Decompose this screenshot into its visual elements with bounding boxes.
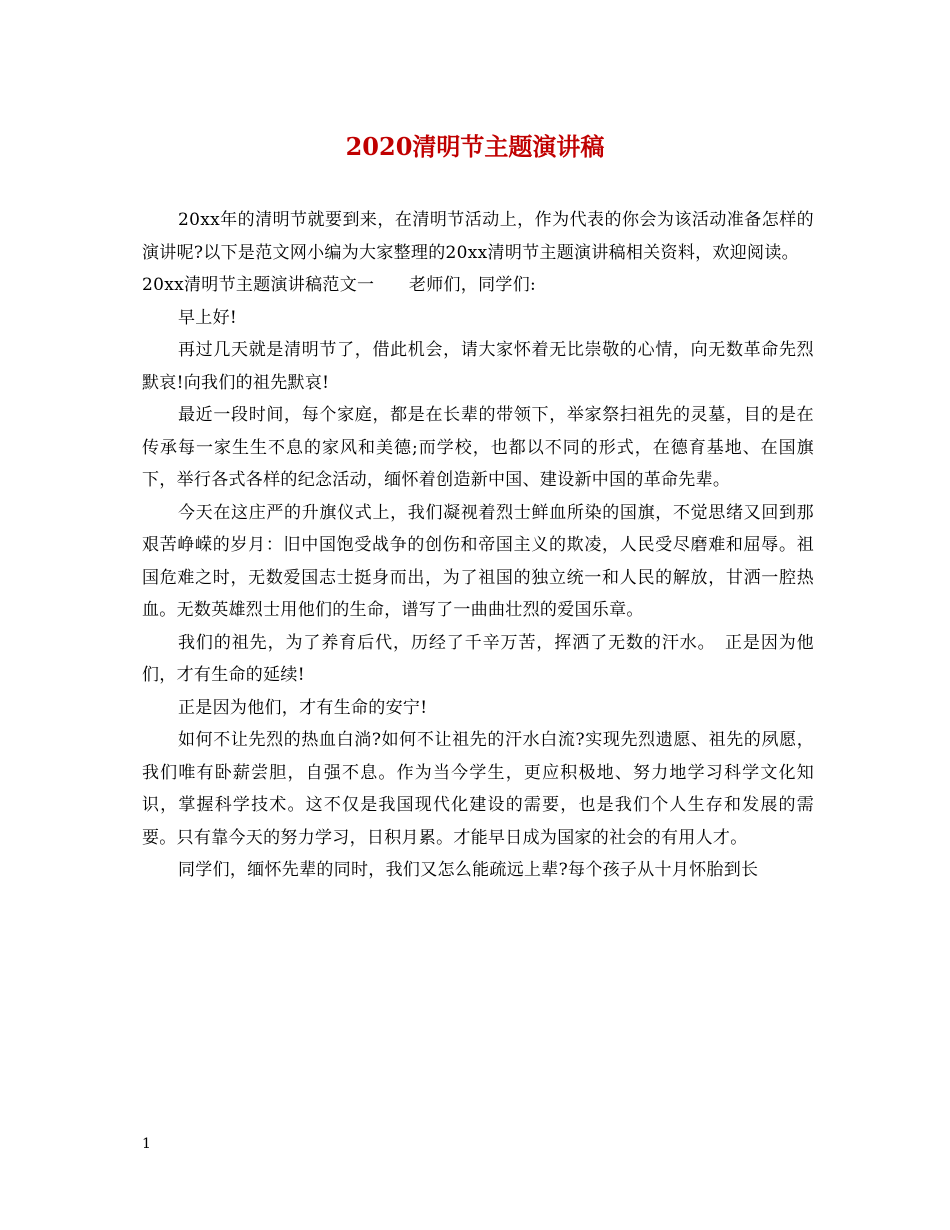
paragraph-body: 如何不让先烈的热血白淌?如何不让祖先的汗水白流?实现先烈遗愿、祖先的夙愿，我们唯有卧薪尝胆，自强不息。作为当今学生，更应积极地、努力地学习科学文化知识，掌握科学技术。这不仅是我国现代化建设的需要，也是我们个人生存和发展的需要。只有靠今天的努力学习，日积月累。才能早日成为国家的社会的有用人才。 <box>142 730 814 848</box>
paragraph-body: 我们的祖先，为了养育后代，历经了千辛万苦，挥洒了无数的汗水。 正是因为他们，才有生命的延续! <box>142 632 814 685</box>
document-title: 2020清明节主题演讲稿 <box>345 132 605 161</box>
paragraph-intro: 20xx年的清明节就要到来，在清明节活动上，作为代表的你会为该活动准备怎样的演讲呢?以下是范文网小编为大家整理的20xx清明节主题演讲稿相关资料，欢迎阅读。 <box>142 210 814 263</box>
paragraph-heading-line: 20xx清明节主题演讲稿范文一 老师们，同学们: <box>142 275 537 295</box>
page-number: 1 <box>142 1136 151 1152</box>
paragraph-body: 正是因为他们，才有生命的安宁! <box>178 697 428 718</box>
paragraph-greeting: 早上好! <box>178 307 238 328</box>
paragraph-body: 再过几天就是清明节了，借此机会，请大家怀着无比崇敬的心情，向无数革命先烈默哀!向我们的祖先默哀! <box>142 340 814 393</box>
paragraph-body: 最近一段时间，每个家庭，都是在长辈的带领下，举家祭扫祖先的灵墓，目的是在传承每一家生生不息的家风和美德;而学校，也都以不同的形式，在德育基地、在国旗下，举行各式各样的纪念活动，缅怀着创造新中国、建设新中国的革命先辈。 <box>142 405 814 490</box>
paragraph-body: 今天在这庄严的升旗仪式上，我们凝视着烈士鲜血所染的国旗，不觉思绪又回到那艰苦峥嵘的岁月：旧中国饱受战争的创伤和帝国主义的欺凌，人民受尽磨难和屈辱。祖国危难之时，无数爱国志士挺身而出，为了祖国的独立统一和人民的解放，甘洒一腔热血。无数英雄烈士用他们的生命，谱写了一曲曲壮烈的爱国乐章。 <box>142 502 814 620</box>
paragraph-body: 同学们，缅怀先辈的同时，我们又怎么能疏远上辈?每个孩子从十月怀胎到长 <box>178 860 759 880</box>
document-body <box>142 204 814 887</box>
